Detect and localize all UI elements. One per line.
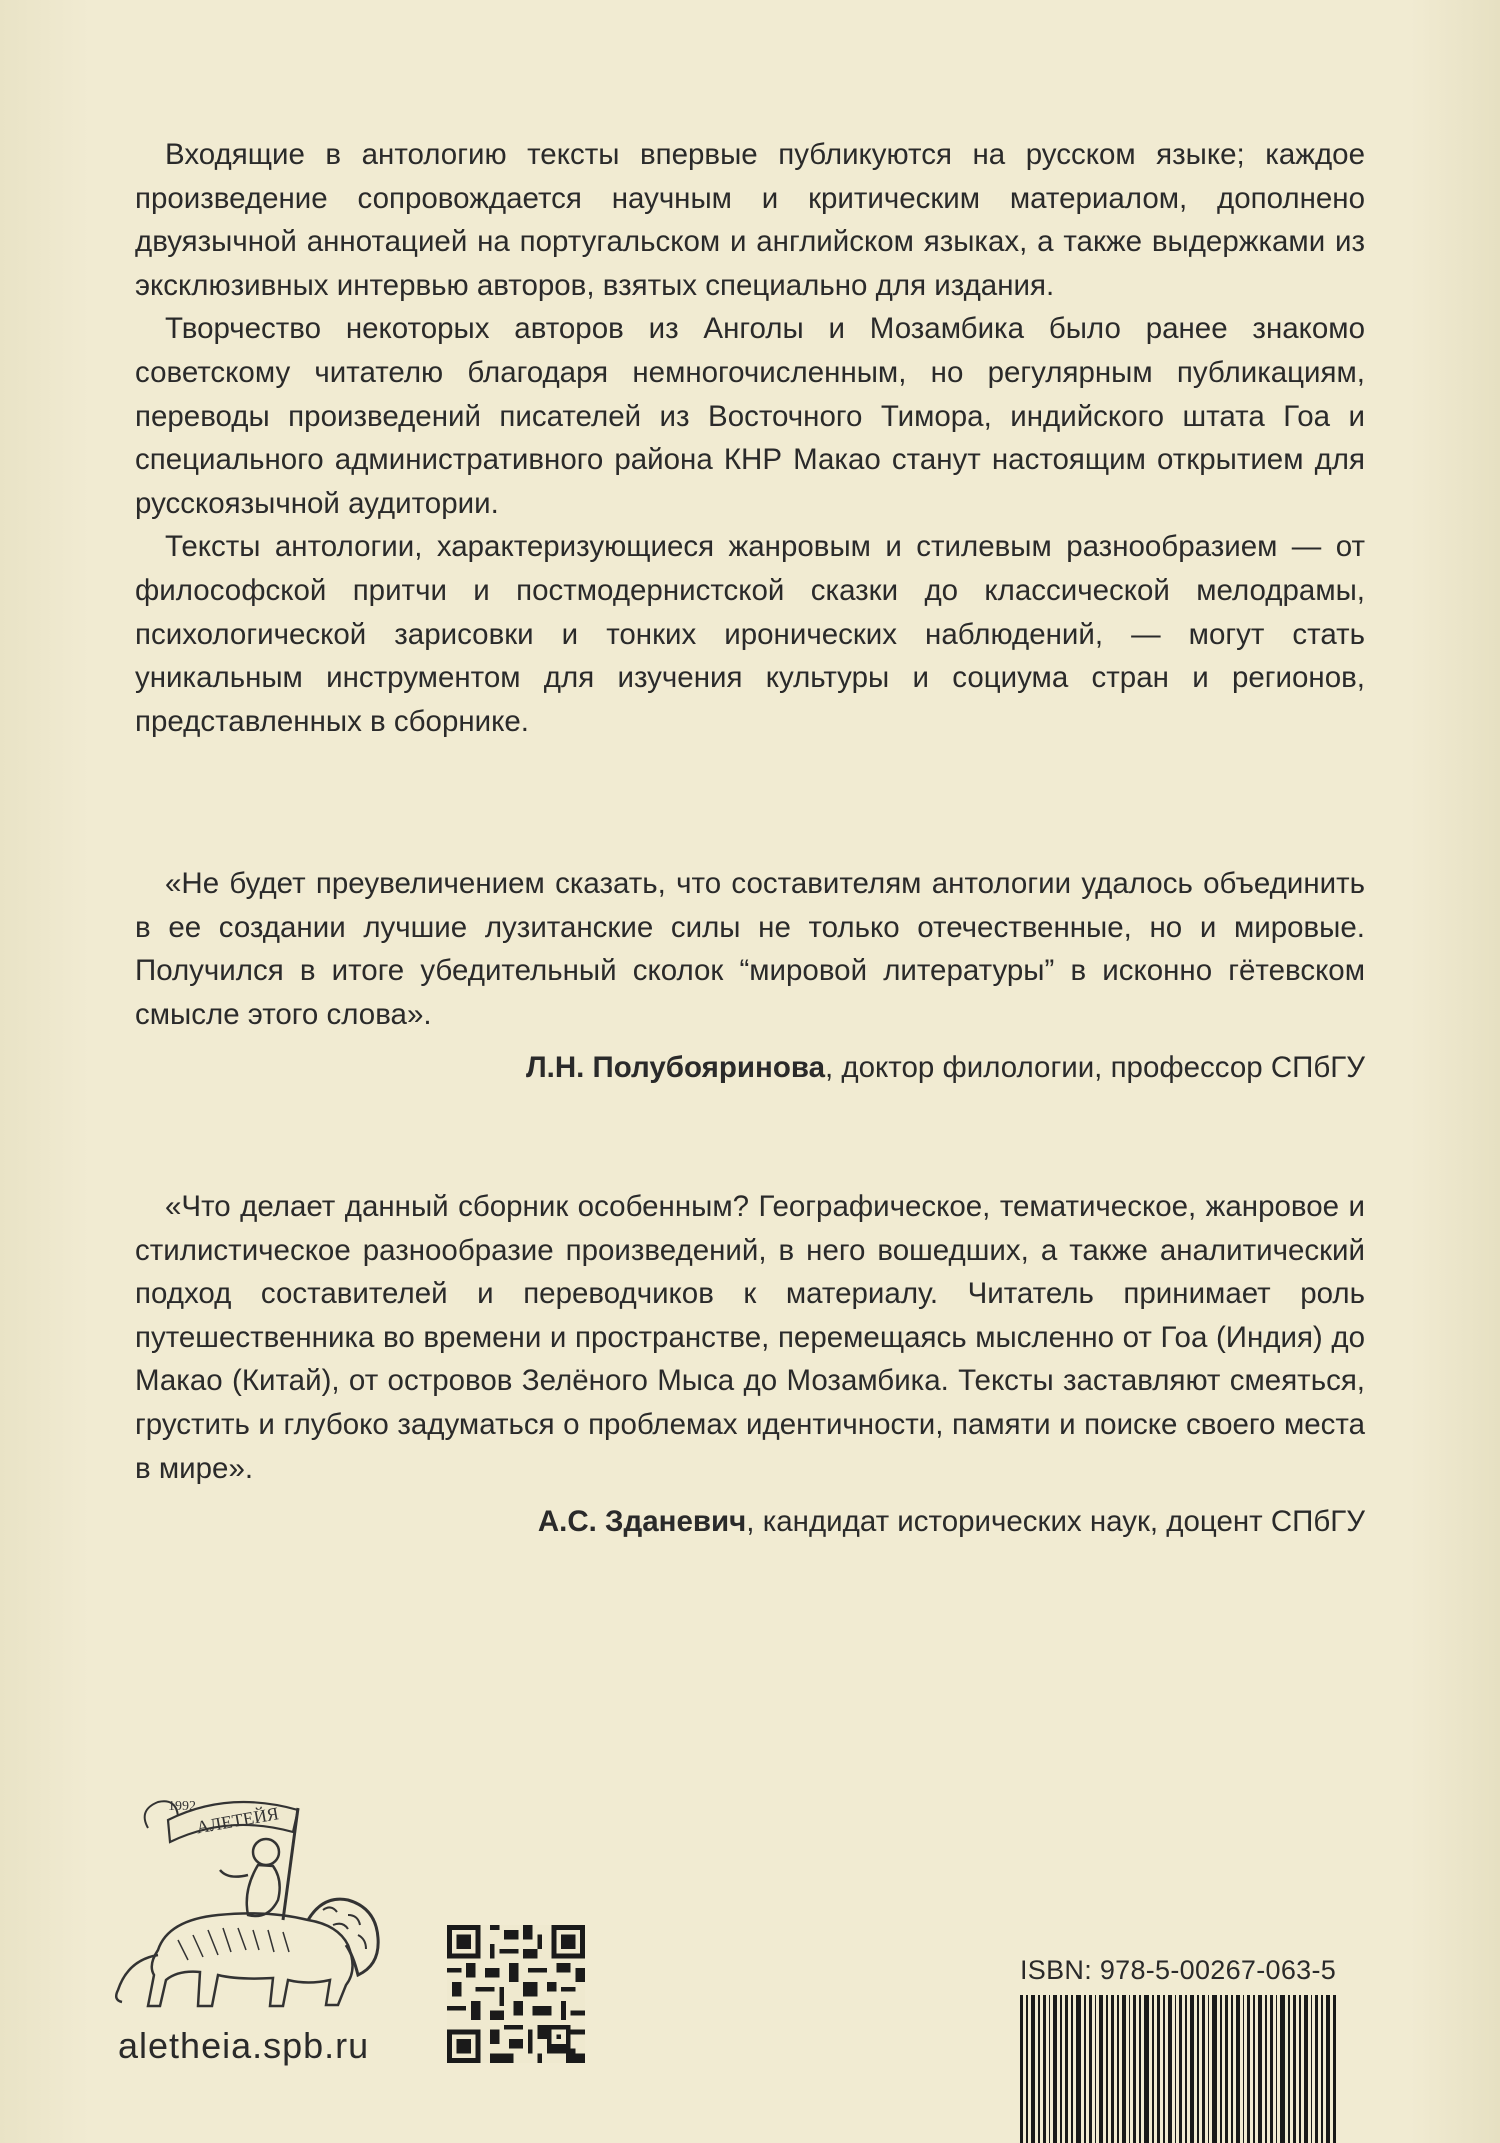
quote-text: «Что делает данный сборник особенным? Географическое, тематическое, жанровое и стилистическое разнообразие произведений, в него вошедших, а также аналитический подход составителей и переводчиков к материалу. Читатель принимает роль путешественника во времени и пространстве, перемещаясь мысленно от Гоа (Индия) до Макао (Китай), от островов Зелёного Мыса до Мозамбика. Тексты заставляют смеяться, грустить и глубоко задуматься о проблемах идентичности, памяти и поиске своего места в мире».: [135, 1190, 1365, 1485]
review-quote-1: [135, 862, 1365, 1090]
isbn-label: ISBN: 978-5-00267-063-5: [1020, 1955, 1337, 1985]
quote-author: А.С. Зданевич: [537, 1505, 747, 1539]
quote-attribution: [135, 1046, 1365, 1090]
qr-code-icon: [447, 1925, 585, 2063]
barcode-icon: [1020, 1995, 1340, 2143]
publisher-website-link[interactable]: aletheia.spb.ru: [118, 2025, 370, 2066]
intro-paragraph-3: Тексты антологии, характеризующиеся жанровым и стилевым разнообразием — от философской притчи и постмодернистской сказки до классической мелодрамы, психологической зарисовки и тонких иронических наблюдений, — могут стать уникальным инструментом для изучения культуры и социума стран и регионов, представленных в сборнике.: [135, 530, 1365, 738]
review-quote-2: [135, 1185, 1365, 1544]
quote-text: «Не будет преувеличением сказать, что составителям антологии удалось объединить в ее создании лучшие лузитанские силы не только отечественные, но и мировые. Получился в итоге убедительный сколок “мировой литературы” в исконно гётевском смысле этого слова».: [135, 867, 1365, 1031]
quote-author-role: , доктор филологии, профессор СПбГУ: [825, 1051, 1365, 1085]
logo-year: 1992: [168, 1799, 196, 1814]
publisher-logo-icon: [108, 1780, 398, 2015]
quote-attribution: [135, 1500, 1365, 1544]
quote-author-role: , кандидат исторических наук, доцент СПбГУ: [746, 1505, 1365, 1539]
quote-author: Л.Н. Полубояринова: [525, 1051, 826, 1085]
intro-paragraph-2: Творчество некоторых авторов из Анголы и Мозамбика было ранее знакомо советскому читателю благодаря немногочисленным, но регулярным публикациям, переводы произведений писателей из Восточного Тимора, индийского штата Гоа и специального административного района КНР Макао станут настоящим открытием для русскоязычной аудитории.: [135, 312, 1365, 520]
intro-paragraph-1: Входящие в антологию тексты впервые публикуются на русском языке; каждое произведение сопровождается научным и критическим материалом, дополнено двуязычной аннотацией на португальском и английском языках, а также выдержками из эксклюзивных интервью авторов, взятых специально для издания.: [135, 138, 1365, 302]
logo-banner-text: АЛЕТЕЙЯ: [194, 1803, 281, 1838]
intro-text: [135, 133, 1365, 743]
